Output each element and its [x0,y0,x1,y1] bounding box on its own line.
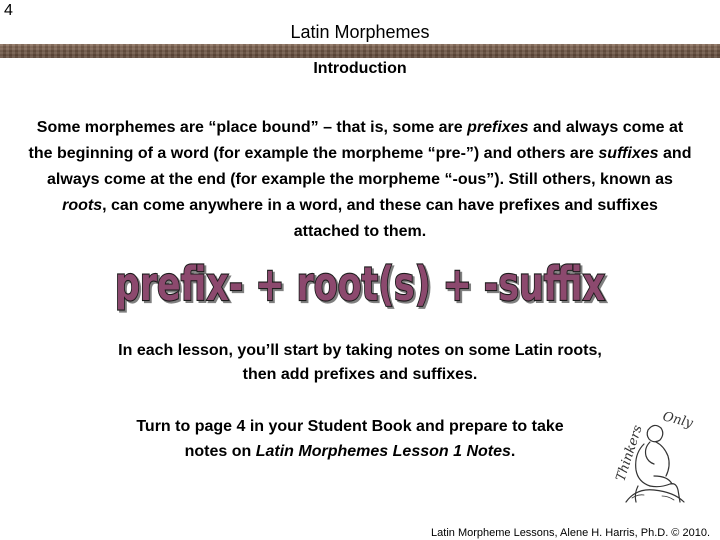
thinker-head [647,425,663,441]
slide-number: 4 [4,2,13,19]
intro-text-run: and always come at the end (for example the morpheme “-ous”). Still others, known as [47,145,692,188]
turn-line-2-suffix: . [510,443,516,460]
turn-to-page-instructions [70,414,630,464]
lesson-line-1: In each lesson, you’ll start by taking notes on some Latin roots, [118,342,602,359]
intro-italic-term: prefixes [467,119,529,136]
thinkers-logo-side-text: Thinkers [613,423,646,484]
thinker-arm [646,442,655,464]
lesson-line-2: then add prefixes and suffixes. [242,366,478,383]
turn-line-2-prefix: notes on [184,443,256,460]
intro-text-run: Some morphemes are “place bound” – that is, some are [36,119,468,136]
intro-text-run: , can come anywhere in a word, and these can have prefixes and suffixes attached to them. [102,197,658,240]
intro-italic-term: roots [62,197,103,214]
thinker-legs [650,484,680,502]
thinker-rock [626,490,684,502]
slide-title: Latin Morphemes [290,22,430,42]
turn-line-2 [70,439,630,464]
formula-text: prefix- + root(s) + -suffix [115,257,605,311]
thinkers-only-logo [604,402,702,508]
intro-italic-term: suffixes [598,145,659,162]
title-divider-band [0,44,720,58]
intro-text-run: and always come at the beginning of a word (for example the morpheme “pre-”) and others are [28,119,684,162]
turn-line-1: Turn to page 4 in your Student Book and prepare to take [136,418,564,435]
section-subtitle: Introduction [313,60,407,77]
lesson-title-italic: Latin Morphemes Lesson 1 Notes [255,443,511,460]
lesson-instructions [60,339,660,387]
intro-paragraph [28,115,692,245]
thinkers-logo-only-text: Only [661,409,695,432]
morpheme-formula-wordart [100,248,620,324]
footer-credit: Latin Morpheme Lessons, Alene H. Harris, Ph.D. © 2010. [431,527,710,539]
